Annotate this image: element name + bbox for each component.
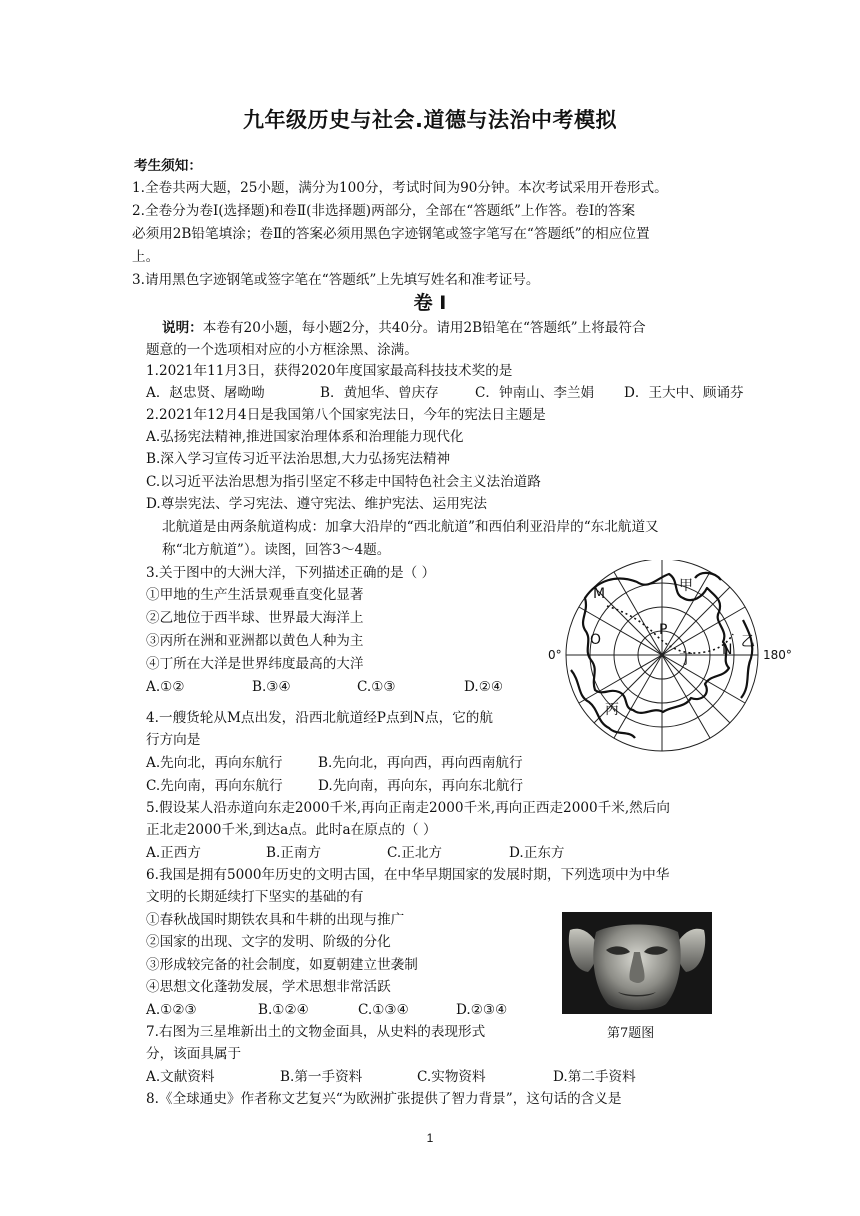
option: A.弘扬宪法精神,推进国家治理体系和治理能力现代化: [146, 429, 464, 445]
question-stem: 正北走2000千米,到达a点。此时a在原点的（ ）: [146, 822, 437, 838]
notice-line: 必须用2B铅笔填涂；卷Ⅱ的答案必须用黑色字迹钢笔或签字笔写在“答题纸”的相应位置: [132, 226, 650, 242]
option: B.第一手资料: [280, 1069, 363, 1085]
map-label-yi: 乙: [741, 634, 755, 650]
option: B.深入学习宣传习近平法治思想,大力弘扬宪法精神: [146, 451, 451, 467]
option: C.①③④: [358, 1002, 409, 1018]
map-label-bing: 丙: [605, 702, 619, 718]
option: C.以习近平法治思想为指引坚定不移走中国特色社会主义法治道路: [146, 474, 541, 490]
notice-heading: 考生须知：: [134, 158, 202, 174]
map-label-n: N: [722, 642, 733, 658]
statement-item: ③丙所在洲和亚洲都以黄色人种为主: [146, 633, 364, 649]
statement-item: ④丁所在大洋是世界纬度最高的大洋: [146, 656, 364, 672]
instruction-text: 本卷有20小题，每小题2分，共40分。请用2B铅笔在“答题纸”上将最符合: [202, 320, 646, 336]
option: B.先向北，再向西，再向西南航行: [318, 755, 523, 771]
section-title: 卷 Ⅰ: [413, 292, 447, 314]
gold-mask-illustration: [562, 912, 712, 1014]
option: C.实物资料: [417, 1069, 486, 1085]
option: B.正南方: [266, 845, 322, 861]
instruction-lead: 说明：: [162, 320, 203, 336]
notice-line: 上。: [132, 249, 160, 265]
option: D.②④: [464, 679, 504, 695]
option: B．黄旭华、曾庆存: [320, 385, 439, 401]
option: B.①②④: [258, 1002, 309, 1018]
question-stem: 8.《全球通史》作者称文艺复兴“为欧洲扩张提供了智力背景”，这句话的含义是: [146, 1091, 622, 1107]
question-stem: 5.假设某人沿赤道向东走2000千米,再向正南走2000千米,再向正西走2000千米,然后向: [146, 800, 670, 816]
material-text: 北航道是由两条航道构成：加拿大沿岸的“西北航道”和西伯利亚沿岸的“东北航道又: [162, 519, 659, 535]
statement-item: ③形成较完备的社会制度，如夏朝建立世袭制: [146, 957, 418, 973]
option: D.正东方: [509, 845, 565, 861]
statement-item: ①春秋战国时期铁农具和牛耕的出现与推广: [146, 912, 405, 928]
question-stem: 6.我国是拥有5000年历史的文明古国，在中华早期国家的发展时期，下列选项中为中华: [146, 867, 670, 883]
option: A.先向北，再向东航行: [146, 755, 283, 771]
statement-item: ②国家的出现、文字的发明、阶级的分化: [146, 934, 391, 950]
option: B.③④: [252, 679, 291, 695]
page-title: 九年级历史与社会.道德与法治中考模拟: [243, 108, 617, 132]
option: C.正北方: [387, 845, 443, 861]
question-stem: 7.右图为三星堆新出土的文物金面具，从史料的表现形式: [146, 1024, 486, 1040]
option: C.①③: [357, 679, 396, 695]
question-stem: 文明的长期延续打下坚实的基础的有: [146, 889, 364, 905]
question-stem: 1.2021年11月3日，获得2020年度国家最高科技技术奖的是: [146, 363, 513, 379]
map-label-0deg: 0°: [548, 648, 562, 662]
option: D．王大中、顾诵芬: [624, 385, 744, 401]
page-number: 1: [426, 1131, 434, 1145]
map-label-180deg: 180°: [763, 648, 792, 662]
gold-mask-photo: [562, 912, 712, 1014]
option: A.文献资料: [146, 1069, 215, 1085]
question-stem: 3.关于图中的大洲大洋，下列描述正确的是（ ）: [146, 565, 436, 581]
statement-item: ②乙地位于西半球、世界最大海洋上: [146, 610, 364, 626]
question-stem: 2.2021年12月4日是我国第八个国家宪法日，今年的宪法日主题是: [146, 407, 546, 423]
option: C．钟南山、李兰娟: [475, 385, 595, 401]
instruction-line: 题意的一个选项相对应的小方框涂黑、涂满。: [146, 342, 418, 358]
arctic-polar-map: [545, 560, 805, 760]
material-text: 称“北方航道”）。读图，回答3～4题。: [162, 542, 391, 558]
map-label-ding: 丁: [679, 652, 693, 668]
option: D.尊崇宪法、学习宪法、遵守宪法、维护宪法、运用宪法: [146, 496, 487, 512]
map-label-p: P: [659, 622, 668, 638]
notice-line: 2.全卷分为卷Ⅰ(选择题)和卷Ⅱ(非选择题)两部分，全部在“答题纸”上作答。卷Ⅰ的答案: [132, 203, 636, 219]
statement-item: ④思想文化蓬勃发展，学术思想非常活跃: [146, 979, 391, 995]
statement-item: ①甲地的生产生活景观垂直变化显著: [146, 587, 364, 603]
map-label-o: O: [590, 632, 602, 648]
option: C.先向南，再向东航行: [146, 778, 283, 794]
question-stem: 分，该面具属于: [146, 1046, 242, 1062]
notice-line: 3.请用黑色字迹钢笔或签字笔在“答题纸”上先填写姓名和准考证号。: [132, 272, 540, 288]
option: D.②③④: [456, 1002, 508, 1018]
option: A.正西方: [146, 845, 201, 861]
figure-caption: 第7题图: [607, 1026, 655, 1041]
option: D.第二手资料: [553, 1069, 636, 1085]
option: A．赵忠贤、屠呦呦: [146, 385, 265, 401]
notice-line: 1.全卷共两大题，25小题，满分为100分，考试时间为90分钟。本次考试采用开卷形式。: [132, 180, 668, 196]
question-stem: 行方向是: [146, 732, 201, 748]
option: A.①②: [146, 679, 185, 695]
instruction-line: [162, 318, 646, 338]
map-label-jia: 甲: [679, 578, 693, 594]
question-stem: 4.一艘货轮从M点出发，沿西北航道经P点到N点，它的航: [146, 710, 493, 726]
map-label-m: M: [593, 586, 606, 602]
option: A.①②③: [146, 1002, 197, 1018]
option: D.先向南，再向东，再向东北航行: [318, 778, 524, 794]
